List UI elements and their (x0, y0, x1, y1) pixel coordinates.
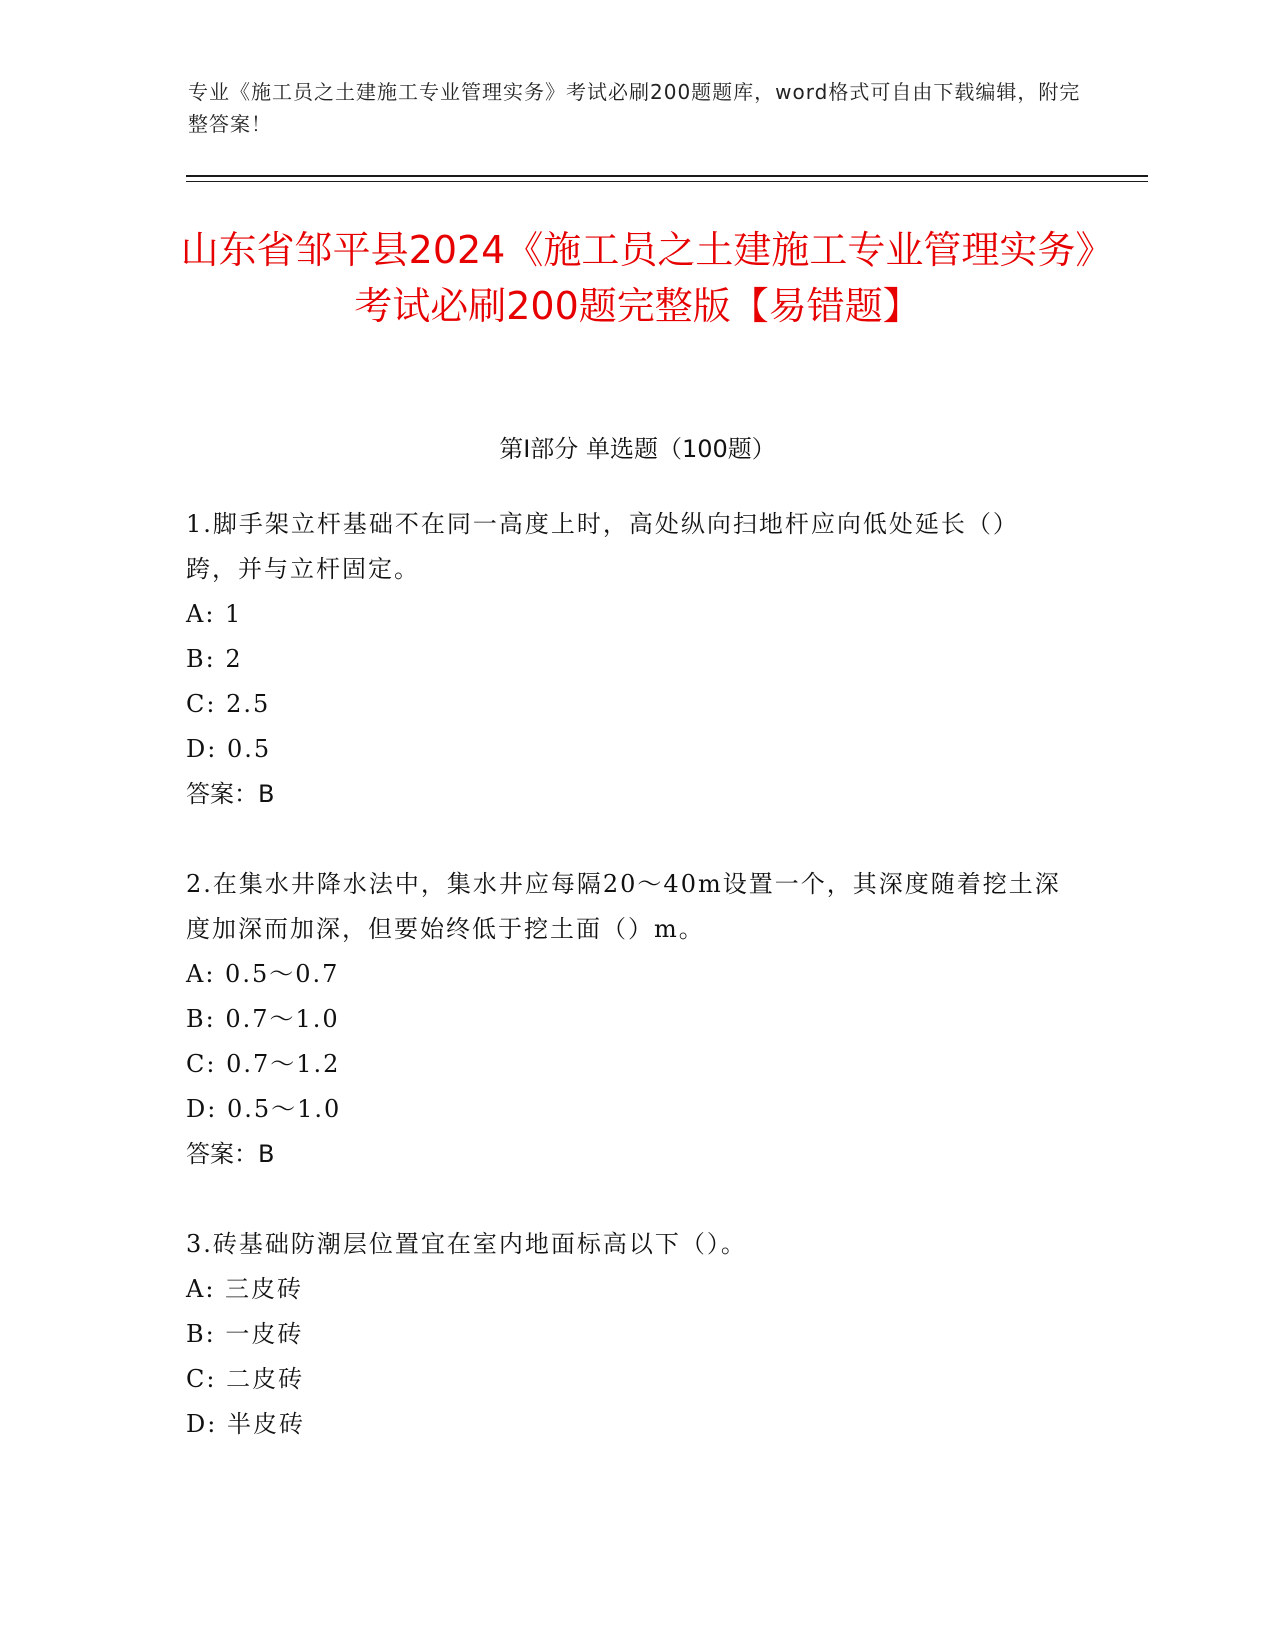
question-stem: 1.脚手架立杆基础不在同一高度上时，高处纵向扫地杆应向低处延长（）跨，并与立杆固定。 (186, 510, 1019, 583)
option-b: B: 2 (186, 645, 243, 673)
option-b: B: 一皮砖 (186, 1320, 304, 1348)
option-a: A: 1 (186, 600, 243, 628)
option-c: C: 2.5 (186, 690, 271, 718)
question-3 (186, 1222, 1066, 1447)
question-stem: 2.在集水井降水法中，集水井应每隔20～40m设置一个，其深度随着挖土深度加深而加深，但要始终低于挖土面（）m。 (186, 870, 1061, 943)
option-a: A: 0.5～0.7 (186, 960, 340, 988)
document-title: 山东省邹平县2024《施工员之土建施工专业管理实务》考试必刷200题完整版【易错题】 (180, 228, 1095, 328)
answer-text: 答案：B (186, 780, 275, 808)
option-d: D: 半皮砖 (186, 1410, 305, 1438)
option-a: A: 三皮砖 (186, 1275, 304, 1303)
question-stem: 3.砖基础防潮层位置宜在室内地面标高以下（）。 (186, 1230, 747, 1258)
header-rule-thick (186, 175, 1148, 177)
header-rule-thin (186, 181, 1148, 182)
option-b: B: 0.7～1.0 (186, 1005, 340, 1033)
question-1 (186, 502, 1066, 817)
question-2 (186, 862, 1066, 1177)
answer-text: 答案：B (186, 1140, 275, 1168)
option-d: D: 0.5 (186, 735, 272, 763)
header-note: 专业《施工员之土建施工专业管理实务》考试必刷200题题库，word格式可自由下载编辑，附完整答案！ (188, 80, 1081, 136)
option-d: D: 0.5～1.0 (186, 1095, 342, 1123)
option-c: C: 0.7～1.2 (186, 1050, 341, 1078)
option-c: C: 二皮砖 (186, 1365, 305, 1393)
section-heading: 第I部分 单选题（100题） (499, 435, 776, 463)
